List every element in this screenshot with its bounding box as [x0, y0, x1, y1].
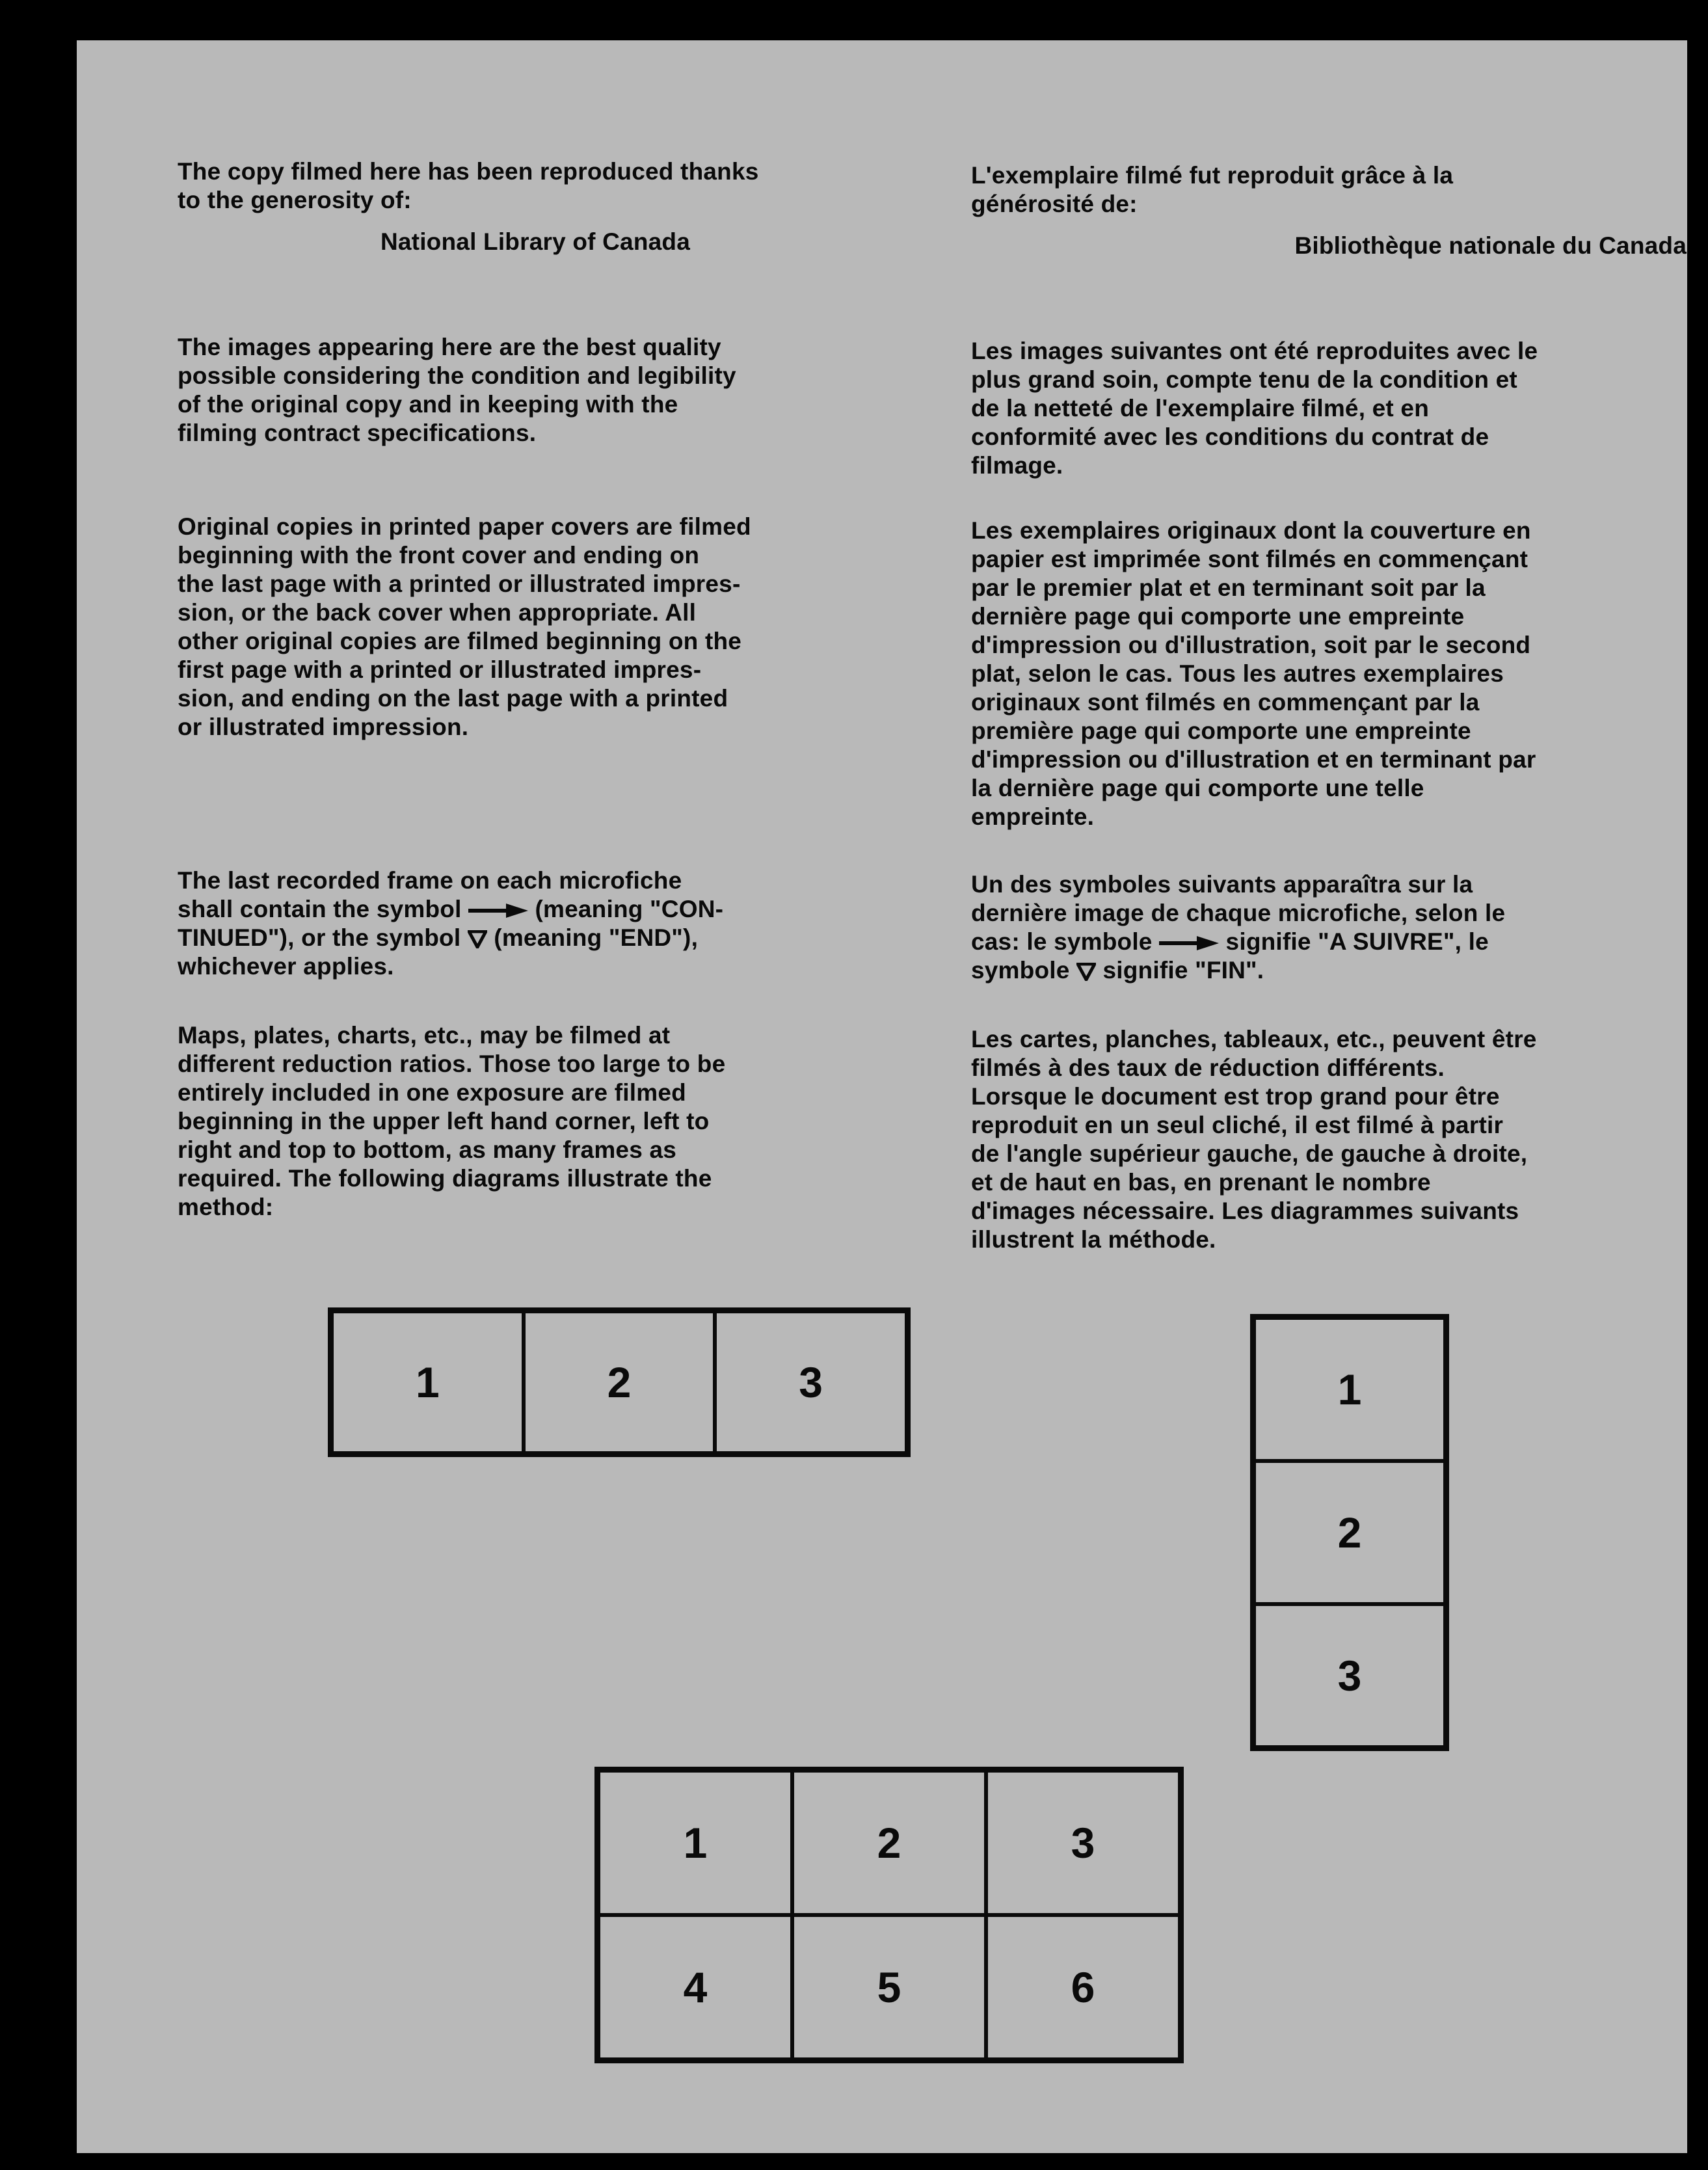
diagram-cell: 3 — [986, 1771, 1180, 1915]
english-symbols-text-c: (meaning "END"), whichever applies. — [178, 924, 699, 980]
arrow-right-icon — [1159, 936, 1219, 950]
english-column — [178, 157, 893, 256]
french-credit-name: Bibliothèque nationale du Canada — [1294, 232, 1687, 259]
french-column — [971, 161, 1687, 260]
english-quality-paragraph: The images appearing here are the best quality possible considering the condition and legibility of the original copy and in keeping with the filming contract specifications. — [178, 334, 736, 446]
document-page — [77, 40, 1687, 2153]
french-quality-paragraph-block — [971, 337, 1687, 480]
diagram-cell: 5 — [792, 1915, 986, 2059]
french-quality-paragraph: Les images suivantes ont été reproduites avec le plus grand soin, compte tenu de la condition et de la netteté de l'exemplaire filmé, et en conformité avec les conditions du contrat de filmage. — [971, 338, 1538, 479]
english-credit-name: National Library of Canada — [380, 228, 690, 255]
diagram-grid — [594, 1767, 1184, 2063]
english-maps-paragraph-block — [178, 1021, 893, 1222]
diagram-vertical — [1250, 1314, 1449, 1751]
arrow-right-icon — [468, 904, 528, 918]
french-symbols-text-c: signifie "FIN". — [1096, 957, 1264, 984]
french-maps-paragraph-block — [971, 1025, 1687, 1254]
diagram-cell: 4 — [598, 1915, 792, 2059]
french-maps-paragraph: Les cartes, planches, tableaux, etc., peuvent être filmés à des taux de réduction différents. Lorsque le document est trop grand pour être reproduit en un seul cliché, il est filmé à partir de l'angle supérieur gauche, de gauche à droite, et de haut en bas, en prenant le nombre d'images nécessaire. Les diagrammes suivants illustrent la méthode. — [971, 1026, 1537, 1253]
english-symbols-text-b: (meaning "CON- TINUED"), or the symbol — [178, 896, 724, 951]
french-symbols-paragraph — [971, 870, 1687, 985]
english-symbols-paragraph-block — [178, 866, 893, 981]
diagram-cell: 6 — [986, 1915, 1180, 2059]
english-covers-paragraph: Original copies in printed paper covers are filmed beginning with the front cover and ending on the last page with a printed or illustrated impres- sion, or the back cover when appropriate. All other original copies are filmed beginning on the first page with a printed or illustrated impres- sion, and ending on the last page with a printed or illustrated impression. — [178, 513, 751, 740]
english-quality-paragraph-block — [178, 333, 893, 448]
triangle-down-icon — [1076, 963, 1096, 981]
diagram-cell: 1 — [598, 1771, 792, 1915]
english-credit-intro: The copy filmed here has been reproduced thanks to the generosity of: — [178, 158, 759, 213]
diagram-cell: 3 — [1254, 1604, 1445, 1747]
diagram-cell: 2 — [1254, 1461, 1445, 1604]
english-maps-paragraph: Maps, plates, charts, etc., may be filmed at different reduction ratios. Those too large to be entirely included in one exposure are filmed beginning in the upper left hand corner, left to right and top to bottom, as many frames as required. The following diagrams illustrate the method: — [178, 1022, 726, 1220]
french-symbols-paragraph-block — [971, 870, 1687, 985]
english-symbols-paragraph — [178, 866, 893, 981]
french-covers-paragraph-block — [971, 516, 1687, 831]
diagram-horizontal — [328, 1307, 911, 1457]
diagram-cell: 3 — [715, 1311, 907, 1453]
french-credit-intro: L'exemplaire filmé fut reproduit grâce à la générosité de: — [971, 162, 1454, 217]
french-symbols-text-a: Un des symboles suivants apparaîtra sur la dernière image de chaque microfiche, selon le cas: le symbole — [971, 871, 1506, 955]
diagram-cell: 2 — [792, 1771, 986, 1915]
english-covers-paragraph-block — [178, 513, 893, 742]
diagram-cell: 2 — [524, 1311, 715, 1453]
diagram-cell: 1 — [332, 1311, 524, 1453]
english-symbols-text-a: The last recorded frame on each microfiche shall contain the symbol — [178, 867, 682, 922]
diagram-cell: 1 — [1254, 1318, 1445, 1461]
french-covers-paragraph: Les exemplaires originaux dont la couverture en papier est imprimée sont filmés en commençant par le premier plat et en terminant soit par la dernière page qui comporte une empreinte d'impression ou d'illustration, soit par le second plat, selon le cas. Tous les autres exemplaires originaux sont filmés en commençant par la première page qui comporte une empreinte d'impression ou d'illustration et en terminant par la dernière page qui comporte une telle empreinte. — [971, 517, 1536, 830]
french-symbols-text-b: signifie "A SUIVRE", le symbole — [971, 928, 1489, 984]
triangle-down-icon — [468, 930, 487, 948]
